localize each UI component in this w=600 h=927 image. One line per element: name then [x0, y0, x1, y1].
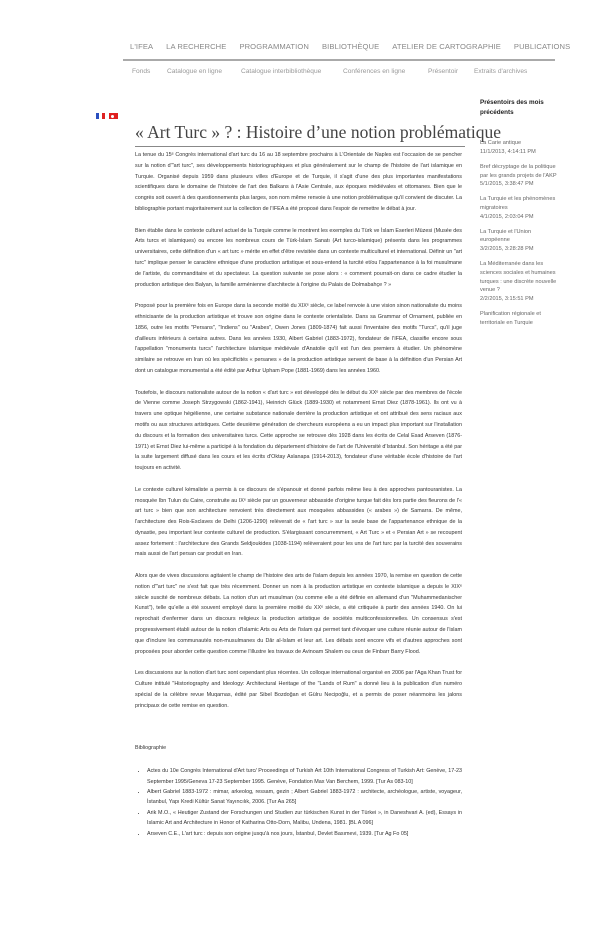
sidebar-item[interactable] [480, 260, 562, 304]
subnav-archives[interactable]: Extraits d'archives [474, 68, 528, 75]
item-title: La Méditerranée dans les sciences sociales et humaines turques : une discrète nouvelle venue ? [480, 260, 557, 294]
bibliography-item: • Albert Gabriel 1883-1972 : mimar, arkeolog, ressam, gezin ; Albert Gabriel 1883-1972 : architecte, archéologue, artiste, voyageur, İstanbul, Yapı Kredi Kültür Sanat Yayıncılık, 2006. [Tur Aa 265] [147, 787, 462, 808]
nav-bibliotheque[interactable]: BIBLIOTHÈQUE [321, 42, 380, 51]
subnav-interbibliotheque[interactable]: Catalogue interbibliothèque [241, 68, 322, 75]
sidebar-item[interactable] [480, 310, 562, 328]
bibliography-list [135, 766, 462, 839]
paragraph: La tenue du 15ᵉ Congrès international d'art turc du 16 au 18 septembre prochains à L'Orientale de Naples est l'occasion de se pencher sur la notion d'"art turc", ses développements historiographiques et plus généralement sur le champ de l'histoire de l'art islamique en Turquie. Organisé depuis 1959 dans plusieurs villes d'Europe et de Turquie, il s'agit d'une des plus importantes manifestations scientifiques dans le domaine de l'histoire de l'art des Balkans à l'Asie Centrale, aux époques médiévales et ottomanes. Bien que le congrès soit ouvert à des questionnements plus larges, son nom même renvoie à une notion problématique qu'il convient de discuter. La bibliographie portant majoritairement sur la collection de l'IFEA a été proposé dans l'espoir de remettre le débat à jour. [135, 152, 462, 212]
paragraph: Toutefois, le discours nationaliste autour de la notion « d'art turc » est développé dès le début du XXᵉ siècle par des membres de l'école de Vienne comme Joseph Strzygowski (1862-1941), Heinrich Glück (1889-1930) et notamment Ernst Diez (1878-1961). Ils ont vu à travers une optique hégélienne, une certaine substance nationale derrière la production artistique et ont attribué des sens raciaux aux motifs ou aux structures artistiques. Cette deuxième génération de chercheurs européens a eu un impact plus important sur l'installation du discours et la formation des universitaires turcs. Cette approche se retrouve dès 1928 dans les écrits de Celal Esad Arseven (1876-1971) et Ernst Diez lui-même a participé à la fondation du département d'histoire de l'art de l'Université d'Istanbul. Son héritage a été par la suite largement diffusé dans les cours et les écrits d'Oktay Aslanapa (1914-2013), fondateur d'une véritable école d'histoire de l'art toujours en activité. [135, 389, 462, 472]
bibliography-item: • Arseven C.E., L'art turc : depuis son origine jusqu'à nos jours, İstanbul, Devlet Basımevi, 1939. [Tur Ag Fo 05] [147, 829, 462, 839]
sidebar-heading: Présentoirs des mois précédents [480, 99, 544, 116]
item-title: Planification régionale et territoriale en Turquie [480, 310, 541, 326]
item-date: 4/1/2015, 2:03:04 PM [480, 213, 534, 220]
sidebar-item[interactable] [480, 195, 562, 221]
page-title: « Art Turc » ? : Histoire d’une notion problématique [135, 122, 501, 142]
sidebar [480, 98, 562, 334]
item-title: La Turquie et l'Union européenne [480, 228, 532, 244]
nav-programmation[interactable]: PROGRAMMATION [239, 42, 309, 51]
sidebar-item[interactable] [480, 163, 562, 189]
item-title: Bref décryptage de la politique par les grands projets de l'AKP [480, 163, 557, 179]
paragraph: Bien établie dans le contexte culturel actuel de la Turquie comme le montrent les exemples du Türk ve İslam Eserleri Müzesi (Musée des Arts turcs et islamiques) ou encore les nombreux cours de Türk-İslam Sanatı (Art turco-islamique) présents dans les programmes universitaires, cette définition d'un « art turc » mérite en effet d'être revisitée dans un contexte multiculturel et international. Définir un "art turc" implique penser le caractère ethnique d'une production artistique et sous-entend la turcité et/ou l'appartenance à la foi musulmane de l'artiste, du commanditaire et du spectateur. La question suivante se pose alors : « comment pourrait-on dans ce cadre étudier la production artistique des Balyan, la famille arménienne d'architecte à l'origine du Palais de Dolmabahçe ? » [135, 227, 462, 288]
nav-divider [123, 59, 555, 61]
item-date: 5/1/2015, 3:38:47 PM [480, 181, 534, 188]
top-nav [130, 42, 570, 51]
nav-ifea[interactable]: L'IFEA [130, 42, 154, 51]
subnav-presentoir[interactable]: Présentoir [428, 68, 459, 75]
paragraph: Proposé pour la première fois en Europe dans la seconde moitié du XIXᵉ siècle, ce label renvoie à une vision sinon nationaliste du moins ethnicisante de la production artistique et trouve son origine dans le contexte orientaliste. Dans sa Grammar of Ornament, publiée en 1856, outre les motifs "Persans", "Indiens" ou "Arabes", Owen Jones (1809-1874) fait aussi l'inventaire des motifs "Turcs", qu'il juge d'ailleurs inférieurs à certains autres. Dans les années 1930, Albert Gabriel (1883-1972), fondateur de l'IFEA, classifie encore sous l'appellation "monuments turcs" l'architecture islamique médiévale d'Anatolie qu'il est l'un des premiers à étudier. Un phénomène similaire se retrouve en Iran où les spécificités « persanes » de la production artistique servent de base à la définition d'un Persian Art dont un catalogue monumental a été édité par Arthur Upham Pope (1881-1969) dans les années 1960. [135, 303, 462, 374]
item-date: 2/2/2015, 3:15:51 PM [480, 296, 534, 303]
item-title: La Carie antique [480, 140, 522, 147]
nav-atelier-cartographie[interactable]: ATELIER DE CARTOGRAPHIE [392, 42, 501, 51]
title-underline [135, 146, 465, 147]
paragraph: Les discussions sur la notion d'art turc sont cependant plus récentes. Un colloque international organisé en 2006 par l'Aga Khan Trust for Culture intitulé "Historiography and Ideology: Architectural Heritage of the "Lands of Rum" a donné lieu à la publication d'un numéro spécial de la célèbre revue Muqarnas, édité par Sibel Bozdoğan et Gülru Necipoğlu, et a permis de poser néanmoins les jalons principaux de cette remise en question. [135, 670, 462, 709]
sidebar-item[interactable] [480, 228, 562, 254]
bibliography-item: • Actes du 10e Congrès International d'Art turc/ Proceedings of Turkish Art 10th International Congress of Turkish Art: Genève, 17-23 September 1995/Geneva 17-23 September 1995. Genève, Fondation Max Van Berchem, 1999. [Tur As 083-10] [147, 766, 462, 787]
sidebar-item[interactable] [480, 139, 562, 157]
item-date: 3/2/2015, 3:28:28 PM [480, 246, 534, 253]
nav-publications[interactable]: PUBLICATIONS [513, 42, 571, 51]
french-flag-icon[interactable] [96, 113, 105, 119]
language-switcher [96, 113, 118, 119]
subnav-fonds[interactable]: Fonds [132, 68, 151, 75]
subnav-conferences[interactable]: Conférences en ligne [343, 68, 406, 75]
paragraph: Alors que de vives discussions agitaient le champ de l'histoire des arts de l'islam depuis les années 1970, la remise en question de cette notion d'"art turc" ne s'est fait que très récemment. Donner un nom à la production artistique en contexte islamique a depuis le XIXᵉ siècle suscité de nombreux débats. La notion d'un art musulman (ou comme elle a été définie en allemand d'un "Muhammedanischer Kunst"), telle qu'elle a été souvent employé dans la première moitié du XXᵉ siècle, a été critiquée à partir des années 1940. On lui reprochait d'enfermer dans un discours religieux la production artistique de sociétés multiconfessionnelles. Un consensus s'est progressivement établi autour de la notion d'Islamic Arts ou Arts de l'islam qui permet tant d'évoquer une culture réunie autour de l'islam que d'inclure les communautés non-musulmanes du Dâr al-Islam et leur art. Les débats sont encore vifs et d'autres approches sont proposées pour aborder cette question comme l'illustre les travaux de Avinoam Shalem ou ceux de Finbarr Barry Flood. [135, 573, 462, 655]
bibliography-item: • Arik M.O., « Heutiger Zustand der Forschungen und Studien zur türkischen Kunst in der Türkei », in Daneshvari A. (ed), Essays in Islamic Art and Architecture in Honor of Katharina Otto-Dorn, Malibu, Undena, 1981. [BL A 096] [147, 808, 462, 829]
item-date: 11/1/2013, 4:14:11 PM [480, 148, 536, 155]
paragraph: Le contexte culturel kémaliste a permis à ce discours de s'épanouir et donné parfois même lieu à des approches pantouranistes. La mosquée Ibn Tulun du Caire, construite au IXᵉ siècle par un gouverneur abbasside d'origine turque fait dès lors partie des fleurons de l'« art turc » bien que son architecture renvoient très directement aux mosquées abbassides (« arabes ») de Samarra. De même, l'architecture des Rois-Esclaves de Delhi (1206-1290) relèverait de « l'art turc » sur la seule base de l'appartenance ethnique de la dynastie, peu important leur contexte culturel de production. S'élargissant concurremment, « Art Turc » et « Persian Art » se recoupent assez fortement : l'architecture des Grands Seldjoukides (1038-1194) relèveraient pour les uns de l'art turc par la turcité des souverains mais aussi de l'art persan car produit en Iran. [135, 486, 462, 558]
bibliography-heading: Bibliographie [135, 745, 167, 752]
article-body [135, 150, 462, 839]
nav-recherche[interactable]: LA RECHERCHE [166, 42, 227, 51]
turkish-flag-icon[interactable] [109, 113, 118, 119]
item-title: La Turquie et les phénomènes migratoires [480, 196, 556, 211]
subnav-catalogue[interactable]: Catalogue en ligne [167, 68, 222, 75]
